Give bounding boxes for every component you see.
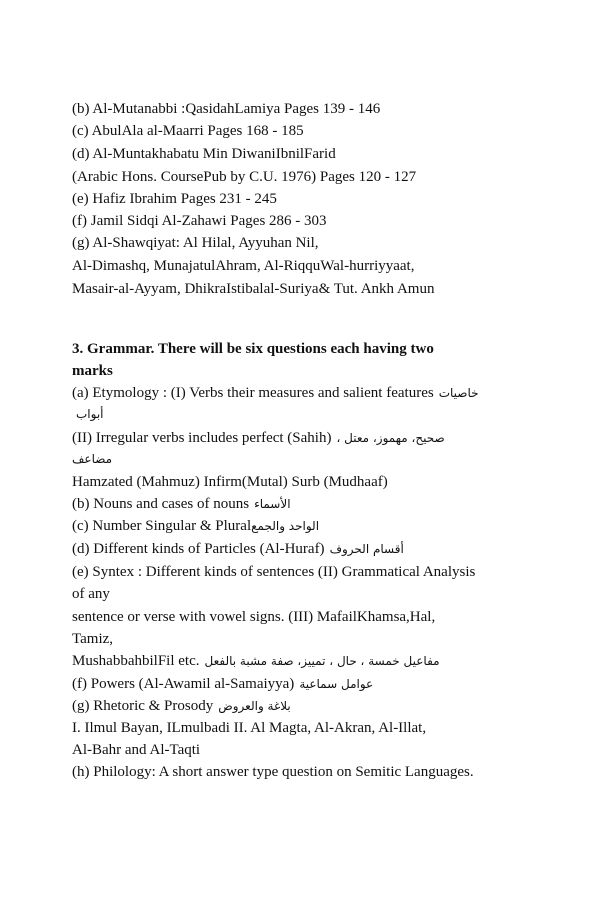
list-item: (b) Al-Mutanabbi :QasidahLamiya Pages 139 - 146 <box>72 101 381 117</box>
list-item: (e) Hafiz Ibrahim Pages 231 - 245 <box>72 191 277 207</box>
arabic-term: الأسماء <box>254 497 291 511</box>
grammar-item-b-text: (b) Nouns and cases of nouns <box>72 496 250 512</box>
grammar-item-d-text: (d) Different kinds of Particles (Al-Huraf) <box>72 541 325 557</box>
arabic-term: أبواب <box>76 407 104 421</box>
arabic-term: عوامل سماعية <box>299 677 374 691</box>
list-item: (f) Jamil Sidqi Al-Zahawi Pages 286 - 303 <box>72 213 327 229</box>
arabic-term: مفاعيل خمسة ، حال ، تمييز، صفة مشبة بالفعل <box>204 654 440 668</box>
arabic-term: مضاعف <box>72 452 113 466</box>
grammar-item-e-continued: sentence or verse with vowel signs. (III) MafailKhamsa,Hal, <box>72 609 436 625</box>
grammar-item-g-text: (g) Rhetoric & Prosody <box>72 698 214 714</box>
arabic-term: خاصيات <box>438 386 479 400</box>
section-heading: 3. Grammar. There will be six questions each having two <box>72 341 434 357</box>
list-item: (c) AbulAla al-Maarri Pages 168 - 185 <box>72 123 304 139</box>
arabic-term: بلاغة والعروض <box>218 699 291 713</box>
list-item: (g) Al-Shawqiyat: Al Hilal, Ayyuhan Nil, <box>72 235 319 251</box>
grammar-item-a <box>72 384 479 403</box>
grammar-item-f-text: (f) Powers (Al-Awamil al-Samaiyya) <box>72 676 295 692</box>
grammar-item-g <box>72 697 291 716</box>
grammar-item-c-text: (c) Number Singular & Plural <box>72 518 252 534</box>
arabic-term: صحيح، مهموز، معتل ، <box>336 431 445 445</box>
grammar-item-ilmul-continued: Al-Bahr and Al-Taqti <box>72 742 201 758</box>
grammar-item-e-continued: of any <box>72 586 110 602</box>
arabic-term: أقسام الحروف <box>329 542 404 556</box>
grammar-item-mushabbah <box>72 652 440 671</box>
grammar-item-e-continued: Tamiz, <box>72 631 114 647</box>
grammar-item-hamzated: Hamzated (Mahmuz) Infirm(Mutal) Surb (Mudhaaf) <box>72 474 388 490</box>
grammar-item-ilmul: I. Ilmul Bayan, ILmulbadi II. Al Magta, Al-Akran, Al-Illat, <box>72 720 427 736</box>
arabic-term-line <box>76 405 104 424</box>
arabic-term-line <box>72 450 112 469</box>
grammar-item-ii <box>72 429 445 448</box>
grammar-item-mushabbah-text: MushabbahbilFil etc. <box>72 653 200 669</box>
grammar-item-h: (h) Philology: A short answer type question on Semitic Languages. <box>72 764 474 780</box>
grammar-item-ii-text: (II) Irregular verbs includes perfect (Sahih) <box>72 430 332 446</box>
list-item: (d) Al-Muntakhabatu Min DiwaniIbnilFarid <box>72 146 336 162</box>
list-item: (Arabic Hons. CoursePub by C.U. 1976) Pages 120 - 127 <box>72 169 417 185</box>
grammar-item-e: (e) Syntex : Different kinds of sentences (II) Grammatical Analysis <box>72 564 476 580</box>
grammar-item-c <box>72 517 319 536</box>
grammar-item-b <box>72 495 291 514</box>
list-item: Al-Dimashq, MunajatulAhram, Al-RiqquWal-hurriyyaat, <box>72 258 415 274</box>
section-heading-continued: marks <box>72 363 113 379</box>
grammar-item-f <box>72 675 373 694</box>
grammar-item-a-text: (a) Etymology : (I) Verbs their measures and salient features <box>72 385 434 401</box>
grammar-item-d <box>72 540 404 559</box>
list-item: Masair-al-Ayyam, DhikraIstibalal-Suriya& Tut. Ankh Amun <box>72 281 435 297</box>
arabic-term: الواحد والجمع <box>251 519 320 533</box>
